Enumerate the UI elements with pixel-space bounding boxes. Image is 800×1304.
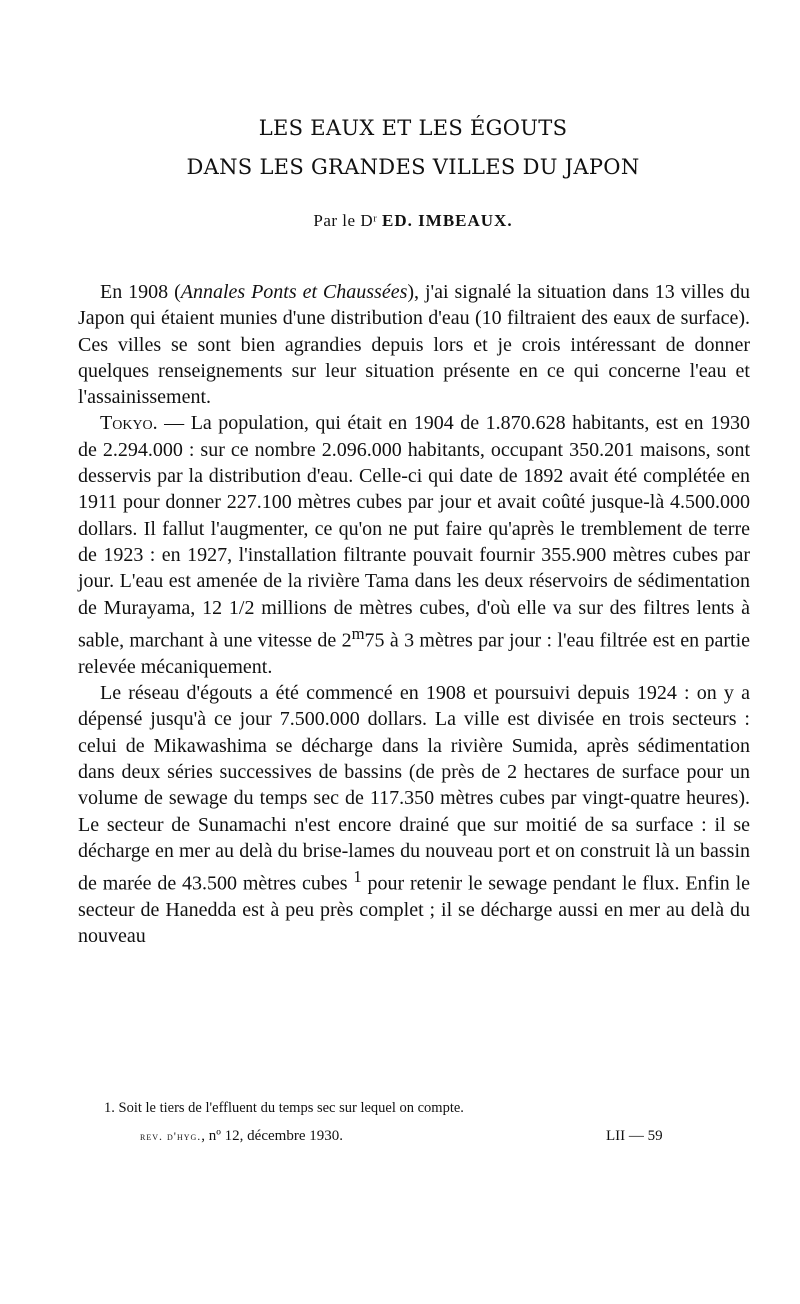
title-line-1: LES EAUX ET LES ÉGOUTS [258, 116, 568, 140]
paragraph-sewers-end: pour retenir le sewage pendant le flux. Enfin le secteur de Hanedda est à peu près complet ; il se décharge aussi en mer au delà du nouveau [78, 872, 751, 948]
paragraph-tokyo-water [78, 410, 750, 680]
author-name: ED. IMBEAUX. [382, 211, 513, 230]
journal-issue: , nº 12, décembre 1930. [201, 1128, 343, 1144]
author-prefix: Par le Dʳ [313, 211, 378, 230]
paragraph-sewers [78, 680, 750, 950]
paragraph-tokyo-end: 75 à 3 mètres par jour : l'eau filtrée est en partie relevée mécaniquement. [78, 629, 751, 678]
author-line [0, 211, 800, 231]
page-number: LII — 59 [606, 1128, 663, 1144]
journal-citation [140, 1128, 343, 1145]
paragraph-intro [78, 279, 750, 410]
footnote-number: 1. [104, 1100, 115, 1116]
paragraph-intro-end: ), j'ai signalé la situation dans 13 villes du Japon qui étaient munies d'une distribution d'eau (10 filtraient des eaux de surface). Ces villes se sont bien agrandies depuis lors et je crois intéressant de donner quelques renseignements sur leur situation présente en ce qui concerne l'eau et l'assainissement. [78, 281, 750, 409]
footnote-text: Soit le tiers de l'effluent du temps sec sur lequel on compte. [118, 1100, 464, 1116]
article-body [78, 279, 750, 950]
footnote-reference: 1 [353, 867, 362, 887]
paragraph-tokyo-text: — La population, qui était en 1904 de 1.870.628 habitants, est en 1930 de 2.294.000 : sur ce nombre 2.096.000 habitants, occupant 350.201 maisons, sont desservis par la distribution d'eau. Celle-ci qui date de 1892 avait été complétée en 1911 pour donner 227.100 mètres cubes par jour et avait coûté jusque-là 4.500.000 dollars. Il fallut l'augmenter, ce qu'on ne put faire qu'après le tremblement de terre de 1923 : en 1927, l'installation filtrante pouvait fournir 355.900 mètres cubes par jour. L'eau est amenée de la rivière Tama dans les deux réservoirs de sédimentation de Murayama, 12 1/2 millions de mètres cubes, d'où elle va sur des filtres lents à sable, marchant à une vitesse de 2 [78, 412, 750, 652]
paragraph-intro-start: En 1908 ( [100, 281, 181, 303]
city-heading: Tokyo. [100, 412, 158, 435]
journal-abbrev: rev. d'hyg. [140, 1129, 202, 1143]
title-line-2: DANS LES GRANDES VILLES DU JAPON [186, 155, 640, 179]
superscript-m: m [351, 623, 365, 643]
footnote [104, 1100, 744, 1117]
paragraph-sewers-start: Le réseau d'égouts a été commencé en 1908 et poursuivi depuis 1924 : on y a dépensé jusqu'à ce jour 7.500.000 dollars. La ville est divisée en trois secteurs : celui de Mikawashima se décharge dans la rivière Sumida, après sédimentation dans deux séries successives de bassins (de près de 2 hectares de surface pour un volume de sewage du temps sec de 117.350 mètres cubes par vingt-quatre heures). Le secteur de Sunamachi n'est encore drainé que sur moitié de sa surface : il se décharge en mer au delà du brise-lames du nouveau port et on construit là un bassin de marée de 43.500 mètres cubes [78, 682, 750, 895]
citation-italic: Annales Ponts et Chaussées [180, 281, 408, 303]
